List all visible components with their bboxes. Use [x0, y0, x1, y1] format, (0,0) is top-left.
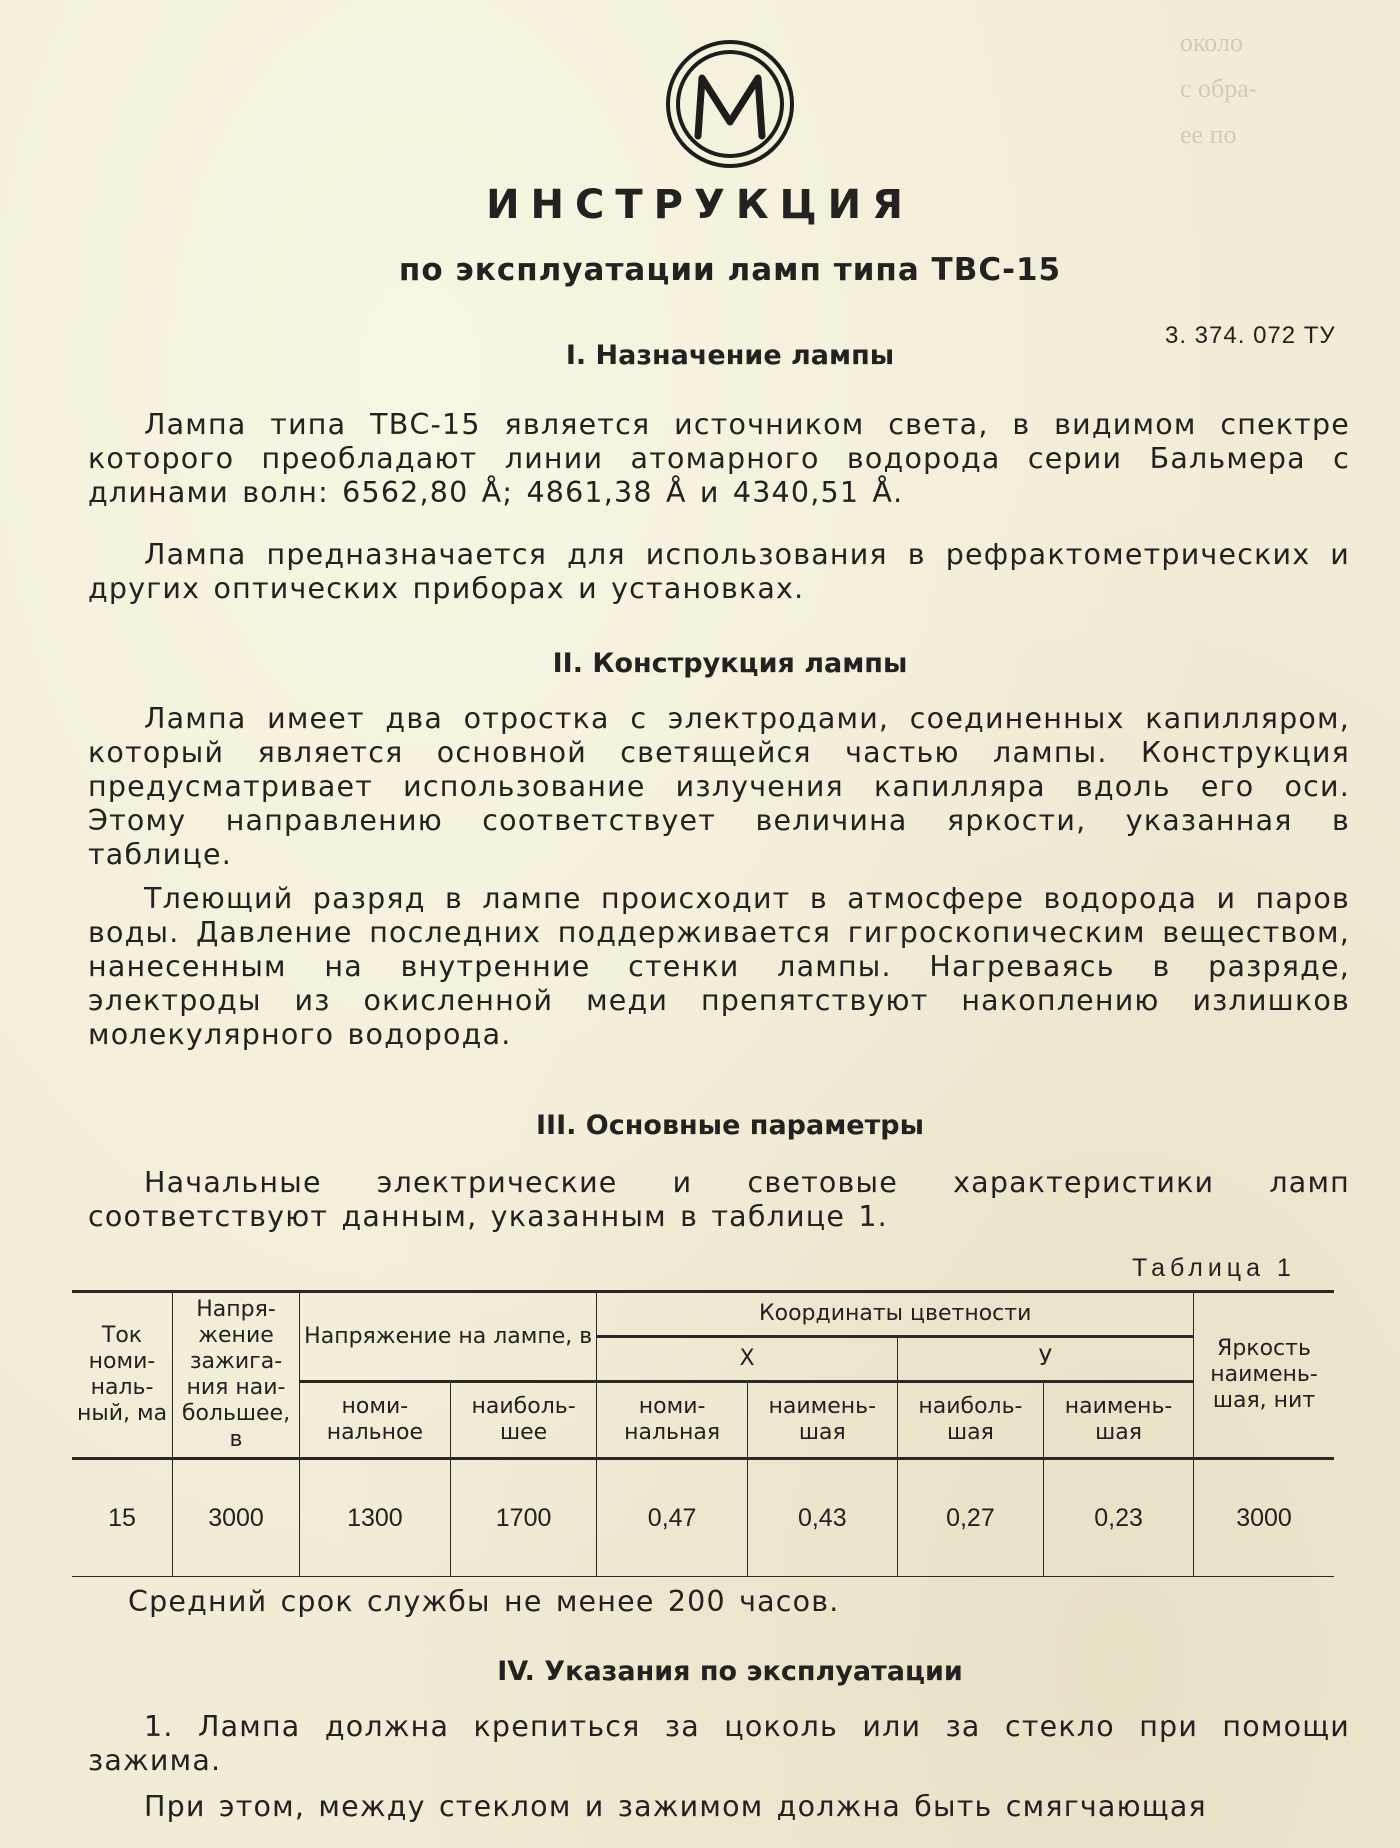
cell-x-nominal: 0,47	[597, 1459, 747, 1577]
cell-y-max: 0,27	[897, 1459, 1043, 1577]
header-voltage-max: наиболь- шее	[450, 1382, 597, 1459]
section-2-paragraph-1: Лампа имеет два отростка с электродами, соединенных капилляром, который является основной светящейся частью лампы. Конструкция предусматривает использование излучения капилляра вдоль его оси. Этому направлению соответствует величина яркости, указанная в таблице.	[88, 702, 1350, 871]
table-row	[72, 1459, 1334, 1577]
section-4-heading: IV. Указания по эксплуатации	[497, 1656, 963, 1687]
header-y-max: наиболь- шая	[897, 1382, 1043, 1459]
section-4-paragraph-1: 1. Лампа должна крепиться за цоколь или за стекло при помощи зажима.	[88, 1710, 1350, 1777]
section-2-heading: II. Конструкция лампы	[552, 648, 908, 679]
section-1-heading: I. Назначение лампы	[565, 340, 895, 371]
cell-voltage-max: 1700	[450, 1459, 597, 1577]
cell-brightness: 3000	[1194, 1459, 1335, 1577]
header-x: Х	[597, 1337, 897, 1382]
header-x-nominal: номи- нальная	[597, 1382, 747, 1459]
cell-current: 15	[72, 1459, 173, 1577]
service-life-text: Средний срок службы не менее 200 часов.	[128, 1585, 840, 1618]
bleed-through-text: около с обра- ее по	[1180, 28, 1258, 149]
document-title: ИНСТРУКЦИЯ	[486, 182, 914, 228]
header-ignition-voltage: Напря- жение зажига- ния наи- большее, в	[173, 1292, 300, 1459]
section-1-paragraph-2: Лампа предназначается для использования в рефрактометрических и других оптических приборах и установках.	[88, 538, 1350, 605]
section-3-paragraph-1: Начальные электрические и световые характеристики ламп соответствуют данным, указанным в таблице 1.	[88, 1166, 1350, 1233]
cell-voltage-nominal: 1300	[300, 1459, 451, 1577]
section-4-paragraph-2: При этом, между стеклом и зажимом должна быть смягчающая	[144, 1790, 1207, 1823]
header-y: У	[897, 1337, 1193, 1382]
cell-x-min: 0,43	[747, 1459, 897, 1577]
header-voltage-nominal: номи- нальное	[300, 1382, 451, 1459]
parameters-table	[72, 1290, 1334, 1577]
document-subtitle: по эксплуатации ламп типа ТВС-15	[398, 252, 1062, 288]
header-x-min: наимень- шая	[747, 1382, 897, 1459]
cell-ignition: 3000	[173, 1459, 300, 1577]
header-current: Ток номи- наль- ный, ма	[72, 1292, 173, 1459]
table-label: Таблица 1	[1132, 1254, 1296, 1282]
section-2-paragraph-2: Тлеющий разряд в лампе происходит в атмосфере водорода и паров воды. Давление последних поддерживается гигроскопическим веществом, нанесенным на внутренние стенки лампы. Нагреваясь в разряде, электроды из окисленной меди препятствуют накоплению излишков молекулярного водорода.	[88, 882, 1350, 1051]
manufacturer-logo-icon	[662, 36, 798, 172]
header-y-min: наимень- шая	[1044, 1382, 1194, 1459]
header-brightness: Яркость наимень- шая, нит	[1194, 1292, 1335, 1459]
spec-code: 3. 374. 072 ТУ	[1165, 322, 1336, 349]
header-lamp-voltage: Напряжение на лампе, в	[300, 1292, 597, 1382]
section-1-paragraph-1: Лампа типа ТВС-15 является источником света, в видимом спектре которого преобладают линии атомарного водорода серии Бальмера с длинами волн: 6562,80 Å; 4861,38 Å и 4340,51 Å.	[88, 408, 1350, 509]
cell-y-min: 0,23	[1044, 1459, 1194, 1577]
header-color-coordinates: Координаты цветности	[597, 1292, 1194, 1337]
section-3-heading: III. Основные параметры	[535, 1110, 925, 1141]
